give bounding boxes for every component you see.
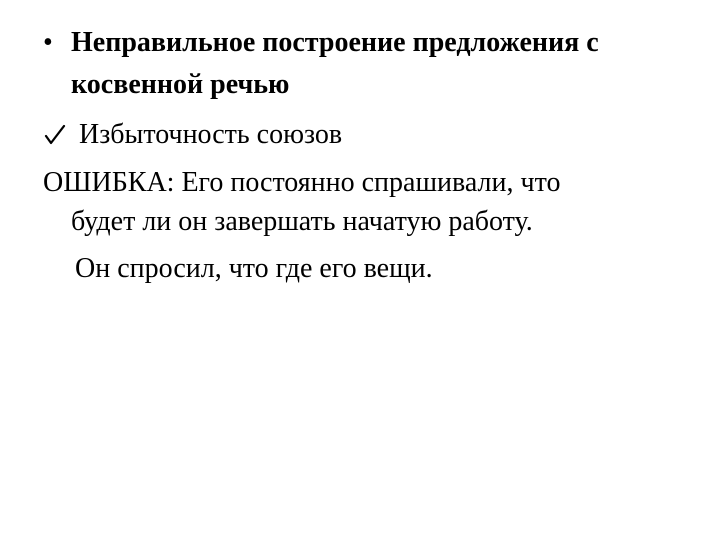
error-example-line-2: будет ли он завершать начатую работу. [71, 206, 533, 237]
heading-line-2: косвенной речью [71, 69, 290, 100]
heading-line-1: Неправильное построение предложения с [71, 27, 599, 58]
checkmark-item-label: Избыточность союзов [79, 119, 343, 150]
error-example-line-3: Он спросил, что где его вещи. [75, 253, 433, 284]
checkmark-icon [43, 122, 67, 148]
bullet-icon: • [43, 27, 53, 58]
error-example-line-1: ОШИБКА: Его постоянно спрашивали, что [43, 167, 561, 198]
